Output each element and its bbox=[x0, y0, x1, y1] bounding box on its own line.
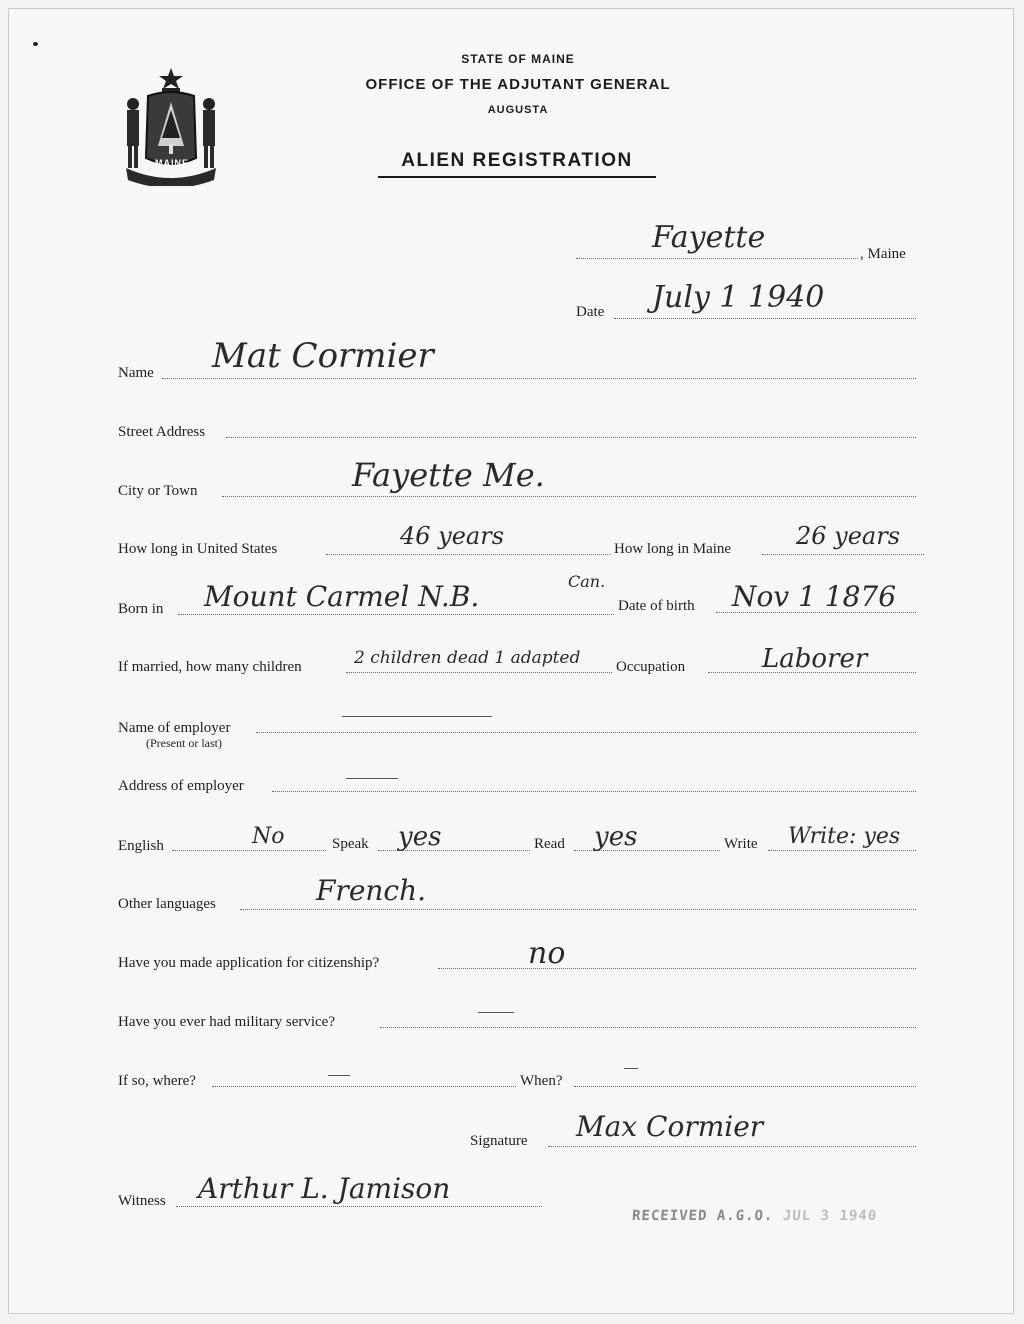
state-heading: STATE OF MAINE bbox=[461, 52, 575, 66]
name-line bbox=[162, 378, 916, 379]
how-long-us-value: 46 years bbox=[400, 522, 505, 550]
office-heading: OFFICE OF THE ADJUTANT GENERAL bbox=[365, 76, 671, 93]
military-dash bbox=[478, 1012, 514, 1013]
city-line bbox=[222, 496, 916, 497]
street-line bbox=[226, 437, 916, 438]
born-in-note: Can. bbox=[568, 572, 606, 591]
where-line bbox=[212, 1086, 516, 1087]
write-value: Write: yes bbox=[788, 824, 901, 849]
occupation-value: Laborer bbox=[762, 644, 868, 674]
signature-line bbox=[548, 1146, 916, 1147]
born-in-value: Mount Carmel N.B. bbox=[204, 580, 480, 613]
city-label: City or Town bbox=[118, 483, 198, 499]
read-value: yes bbox=[594, 822, 638, 852]
town-value: Fayette bbox=[652, 220, 766, 255]
received-stamp bbox=[631, 1208, 877, 1224]
how-long-maine-line bbox=[762, 554, 924, 555]
street-label: Street Address bbox=[118, 424, 206, 440]
english-line bbox=[172, 850, 326, 851]
write-line bbox=[768, 850, 916, 851]
born-in-label: Born in bbox=[118, 601, 164, 617]
name-label: Name bbox=[118, 365, 154, 381]
employer-address-label: Address of employer bbox=[118, 778, 244, 794]
received-stamp-date: JUL 3 1940 bbox=[782, 1208, 878, 1224]
town-line bbox=[576, 258, 858, 259]
maine-state-seal bbox=[118, 66, 224, 191]
english-label: English bbox=[118, 838, 164, 854]
date-of-birth-label: Date of birth bbox=[618, 598, 695, 614]
employer-line bbox=[256, 732, 916, 733]
military-line bbox=[380, 1027, 916, 1028]
speak-value: yes bbox=[398, 822, 442, 852]
other-languages-label: Other languages bbox=[118, 896, 216, 912]
citizenship-value: no bbox=[528, 936, 566, 971]
date-line bbox=[614, 318, 916, 319]
employer-dash bbox=[342, 716, 492, 717]
speak-label: Speak bbox=[332, 836, 369, 852]
when-line bbox=[574, 1086, 916, 1087]
witness-label: Witness bbox=[118, 1193, 166, 1209]
witness-value: Arthur L. Jamison bbox=[198, 1172, 451, 1205]
born-in-line bbox=[178, 614, 614, 615]
citizenship-label: Have you made application for citizenship? bbox=[118, 955, 380, 971]
where-dash bbox=[328, 1075, 350, 1076]
where-label: If so, where? bbox=[118, 1073, 196, 1089]
city-value: Fayette Me. bbox=[352, 456, 545, 494]
name-value: Mat Cormier bbox=[212, 336, 434, 376]
english-value: No bbox=[252, 824, 285, 849]
other-languages-value: French. bbox=[316, 874, 427, 907]
date-value: July 1 1940 bbox=[652, 280, 825, 315]
form-title: ALIEN REGISTRATION bbox=[378, 150, 656, 178]
date-of-birth-value: Nov 1 1876 bbox=[732, 580, 897, 613]
employer-note: (Present or last) bbox=[146, 736, 222, 750]
signature-label: Signature bbox=[470, 1133, 528, 1149]
other-languages-line bbox=[240, 909, 916, 910]
employer-label: Name of employer bbox=[118, 720, 231, 736]
how-long-maine-value: 26 years bbox=[796, 522, 901, 550]
received-stamp-text: RECEIVED A.G.O. bbox=[631, 1208, 774, 1224]
children-value: 2 children dead 1 adapted bbox=[354, 648, 581, 668]
children-line bbox=[346, 672, 612, 673]
scan-speck bbox=[33, 42, 38, 46]
date-label: Date bbox=[576, 304, 605, 320]
children-label: If married, how many children bbox=[118, 659, 302, 675]
occupation-label: Occupation bbox=[616, 659, 686, 675]
military-label: Have you ever had military service? bbox=[118, 1014, 335, 1030]
write-label: Write bbox=[724, 836, 758, 852]
when-dash bbox=[624, 1068, 638, 1069]
read-label: Read bbox=[534, 836, 565, 852]
how-long-maine-label: How long in Maine bbox=[614, 541, 732, 557]
witness-line bbox=[176, 1206, 542, 1207]
maine-label: , Maine bbox=[860, 246, 906, 262]
when-label: When? bbox=[520, 1073, 563, 1089]
signature-value: Max Cormier bbox=[576, 1110, 764, 1143]
citizenship-line bbox=[438, 968, 916, 969]
employer-address-line bbox=[272, 791, 916, 792]
city-heading: AUGUSTA bbox=[487, 104, 549, 116]
how-long-us-label: How long in United States bbox=[118, 541, 278, 557]
how-long-us-line bbox=[326, 554, 610, 555]
employer-address-dash bbox=[346, 778, 398, 779]
seal-ribbon-text: MAINE bbox=[155, 158, 189, 168]
